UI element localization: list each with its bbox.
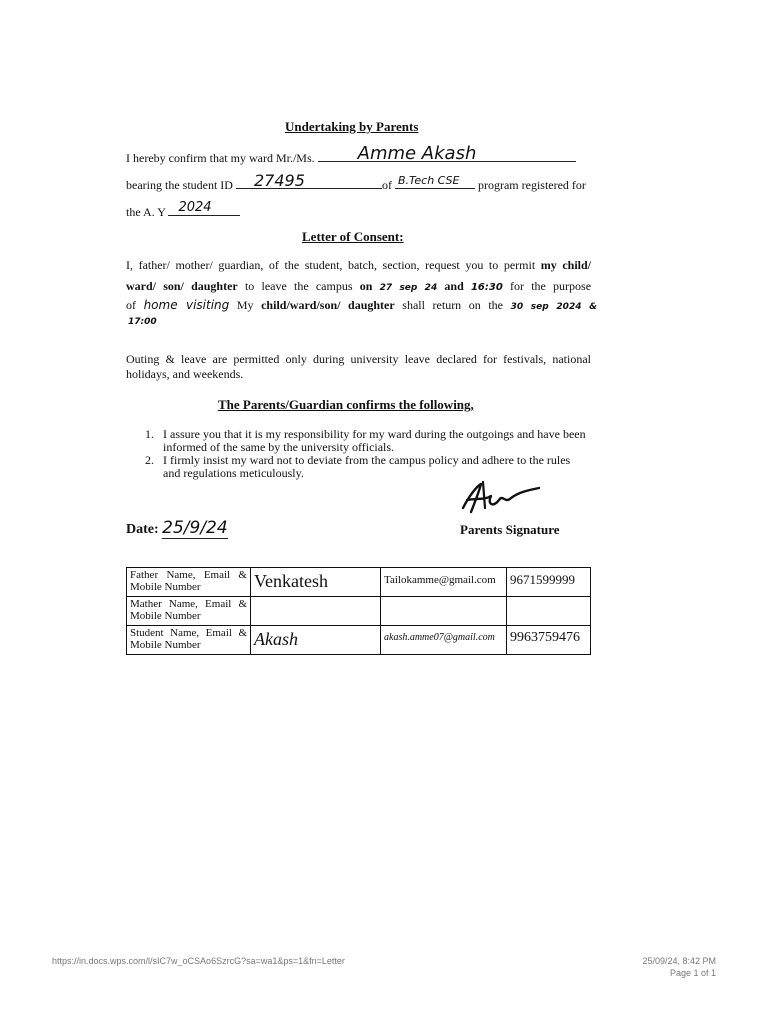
student-id-field bbox=[236, 171, 382, 190]
father-name: Venkatesh bbox=[251, 568, 381, 597]
consent-line-3 bbox=[126, 298, 597, 315]
return-time-value: 17:00 bbox=[128, 317, 157, 327]
confirm-item-1-num: 1. bbox=[145, 427, 154, 441]
footer-url[interactable]: https://in.docs.wps.com/l/sIC7w_oCSAo6SzrcG?sa=wa1&ps=1&fn=Letter bbox=[52, 956, 345, 966]
program-suffix: program registered for bbox=[477, 178, 586, 192]
consent-line-3-of: of bbox=[126, 298, 136, 312]
consent-line-1 bbox=[126, 258, 591, 273]
mother-label: Mather Name, Email & Mobile Number bbox=[127, 597, 251, 626]
parent-signature-image bbox=[455, 478, 545, 520]
student-id-value: 27495 bbox=[253, 171, 305, 190]
purpose-value: home visiting bbox=[143, 298, 230, 312]
footer-timestamp: 25/09/24, 8:42 PM bbox=[642, 956, 716, 966]
father-email: Tailokamme@gmail.com bbox=[381, 568, 507, 597]
confirm-item-1-text: I assure you that it is my responsibility for my ward during the outgoings and have been bbox=[163, 427, 586, 441]
of-label: of bbox=[381, 178, 392, 192]
table-row bbox=[127, 626, 591, 655]
ward-line bbox=[126, 143, 576, 166]
student-name: Akash bbox=[251, 626, 381, 655]
mother-phone bbox=[507, 597, 591, 626]
confirm-item-2-text: I firmly insist my ward not to deviate from the campus policy and adhere to the rules bbox=[163, 453, 571, 467]
academic-year-value: 2024 bbox=[178, 200, 212, 215]
consent-line-2-and: and bbox=[444, 279, 464, 293]
signature-label: Parents Signature bbox=[460, 522, 560, 537]
contact-table bbox=[126, 567, 591, 655]
outing-paragraph: Outing & leave are permitted only during university leave declared for festivals, national holidays, and weekends. bbox=[126, 352, 591, 381]
consent-line-3-end: shall return on the bbox=[402, 298, 503, 312]
consent-line-2-mid: to leave the campus bbox=[244, 279, 353, 293]
consent-line-2-end: for the purpose bbox=[510, 279, 592, 293]
student-label: Student Name, Email & Mobile Number bbox=[127, 626, 251, 655]
academic-year-field bbox=[168, 200, 240, 216]
document-title: Undertaking by Parents bbox=[285, 119, 419, 134]
confirm-item-2-text-cont: and regulations meticulously. bbox=[163, 466, 304, 480]
table-row bbox=[127, 568, 591, 597]
bearing-prefix: bearing the student ID bbox=[126, 178, 233, 192]
consent-line-2-bold: ward/ son/ daughter bbox=[126, 279, 238, 293]
student-email: akash.amme07@gmail.com bbox=[381, 626, 507, 655]
confirm-prefix: I hereby confirm that my ward Mr./Ms. bbox=[126, 151, 315, 165]
consent-line-1-text: I, father/ mother/ guardian, of the student, batch, section, request you to permit bbox=[126, 258, 536, 272]
return-date-value: 30 sep 2024 & bbox=[510, 302, 598, 312]
consent-line-3-bold: child/ward/son/ daughter bbox=[261, 298, 395, 312]
consent-line-3-my: My bbox=[236, 298, 254, 312]
student-id-line bbox=[126, 171, 586, 193]
leave-time-value: 16:30 bbox=[470, 282, 503, 293]
ward-name-field bbox=[318, 143, 576, 164]
footer-page-number: Page 1 of 1 bbox=[669, 968, 716, 978]
mother-email bbox=[381, 597, 507, 626]
confirm-item-2-num: 2. bbox=[145, 453, 154, 467]
leave-date-value: 27 sep 24 bbox=[379, 283, 438, 293]
ay-prefix: the A. Y bbox=[126, 205, 166, 219]
mother-name bbox=[251, 597, 381, 626]
father-label: Father Name, Email & Mobile Number bbox=[127, 568, 251, 597]
academic-year-line bbox=[126, 200, 240, 220]
ward-name-value: Amme Akash bbox=[357, 143, 477, 164]
program-value: B.Tech CSE bbox=[397, 174, 460, 187]
consent-line-1-bold: my child/ bbox=[540, 258, 591, 272]
date-label: Date: bbox=[126, 522, 159, 537]
date-line bbox=[126, 518, 228, 538]
father-phone: 9671599999 bbox=[507, 568, 591, 597]
consent-heading: Letter of Consent: bbox=[302, 229, 404, 244]
consent-line-2-on: on bbox=[359, 279, 373, 293]
table-row bbox=[127, 597, 591, 626]
confirms-heading: The Parents/Guardian confirms the following, bbox=[218, 397, 474, 412]
confirm-item-1-text-cont: informed of the same by the university officials. bbox=[163, 440, 395, 454]
consent-line-2 bbox=[126, 279, 591, 296]
program-field bbox=[395, 176, 475, 189]
student-phone: 9963759476 bbox=[507, 626, 591, 655]
date-value: 25/9/24 bbox=[162, 518, 228, 538]
